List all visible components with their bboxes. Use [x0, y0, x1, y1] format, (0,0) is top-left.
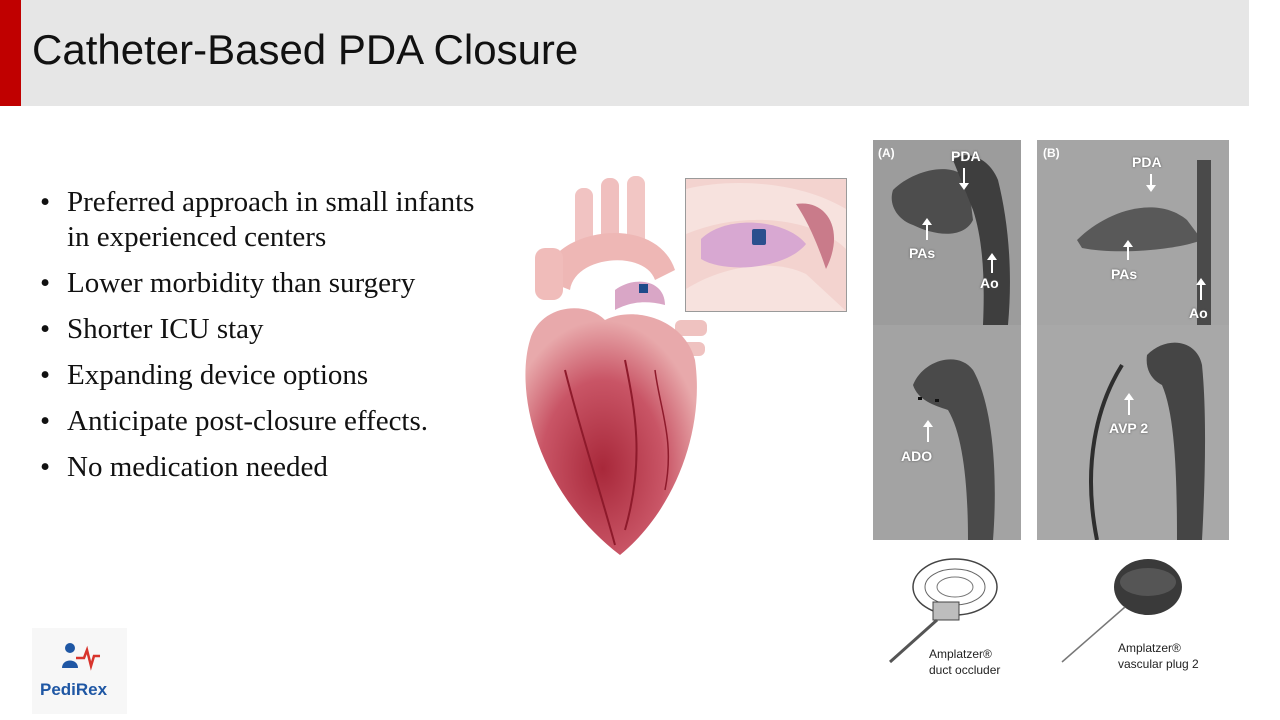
duct-inset-illustration — [685, 178, 847, 312]
bullet-item: • No medication needed — [40, 450, 480, 485]
caption-duct-occluder: Amplatzer® duct occluder — [929, 647, 1001, 677]
arrow-ao-a — [991, 255, 993, 273]
bullet-item: • Shorter ICU stay — [40, 312, 480, 347]
slide-title: Catheter-Based PDA Closure — [32, 26, 579, 73]
arrow-pda-b — [1150, 174, 1152, 190]
arrow-ao-b — [1200, 280, 1202, 300]
pedirex-logo — [32, 628, 127, 714]
angiogram-panel-a-bottom — [873, 325, 1021, 540]
label-pas-b: PAs — [1111, 266, 1138, 282]
label-pda-a: PDA — [951, 148, 981, 164]
label-ado: ADO — [901, 448, 933, 464]
panel-b-label: (B) — [1043, 146, 1060, 160]
angiogram-panel-a-top — [873, 140, 1021, 325]
arrow-pas-a — [926, 220, 928, 240]
caption-vascular-plug: Amplatzer® vascular plug 2 — [1118, 641, 1199, 671]
label-pda-b: PDA — [1132, 154, 1162, 170]
bullet-item: • Preferred approach in small infants in experienced centers — [40, 185, 480, 255]
arrow-pas-b — [1127, 242, 1129, 260]
logo-text: PediRex — [40, 680, 108, 699]
arrow-avp2 — [1128, 395, 1130, 415]
bullet-list — [40, 185, 480, 496]
label-avp2: AVP 2 — [1109, 420, 1149, 436]
label-ao-a: Ao — [980, 275, 999, 291]
label-ao-b: Ao — [1189, 305, 1208, 321]
title-accent-bar — [0, 0, 21, 106]
duct-device-drawing — [686, 179, 846, 311]
label-pas-a: PAs — [909, 245, 936, 261]
logo-icon — [32, 628, 127, 678]
heart-illustration — [505, 170, 715, 565]
bullet-item: • Anticipate post-closure effects. — [40, 404, 480, 439]
arrow-pda-a — [963, 168, 965, 188]
bullet-item: • Expanding device options — [40, 358, 480, 393]
panel-a-label: (A) — [878, 146, 895, 160]
arrow-ado — [927, 422, 929, 442]
bullet-item: • Lower morbidity than surgery — [40, 266, 480, 301]
